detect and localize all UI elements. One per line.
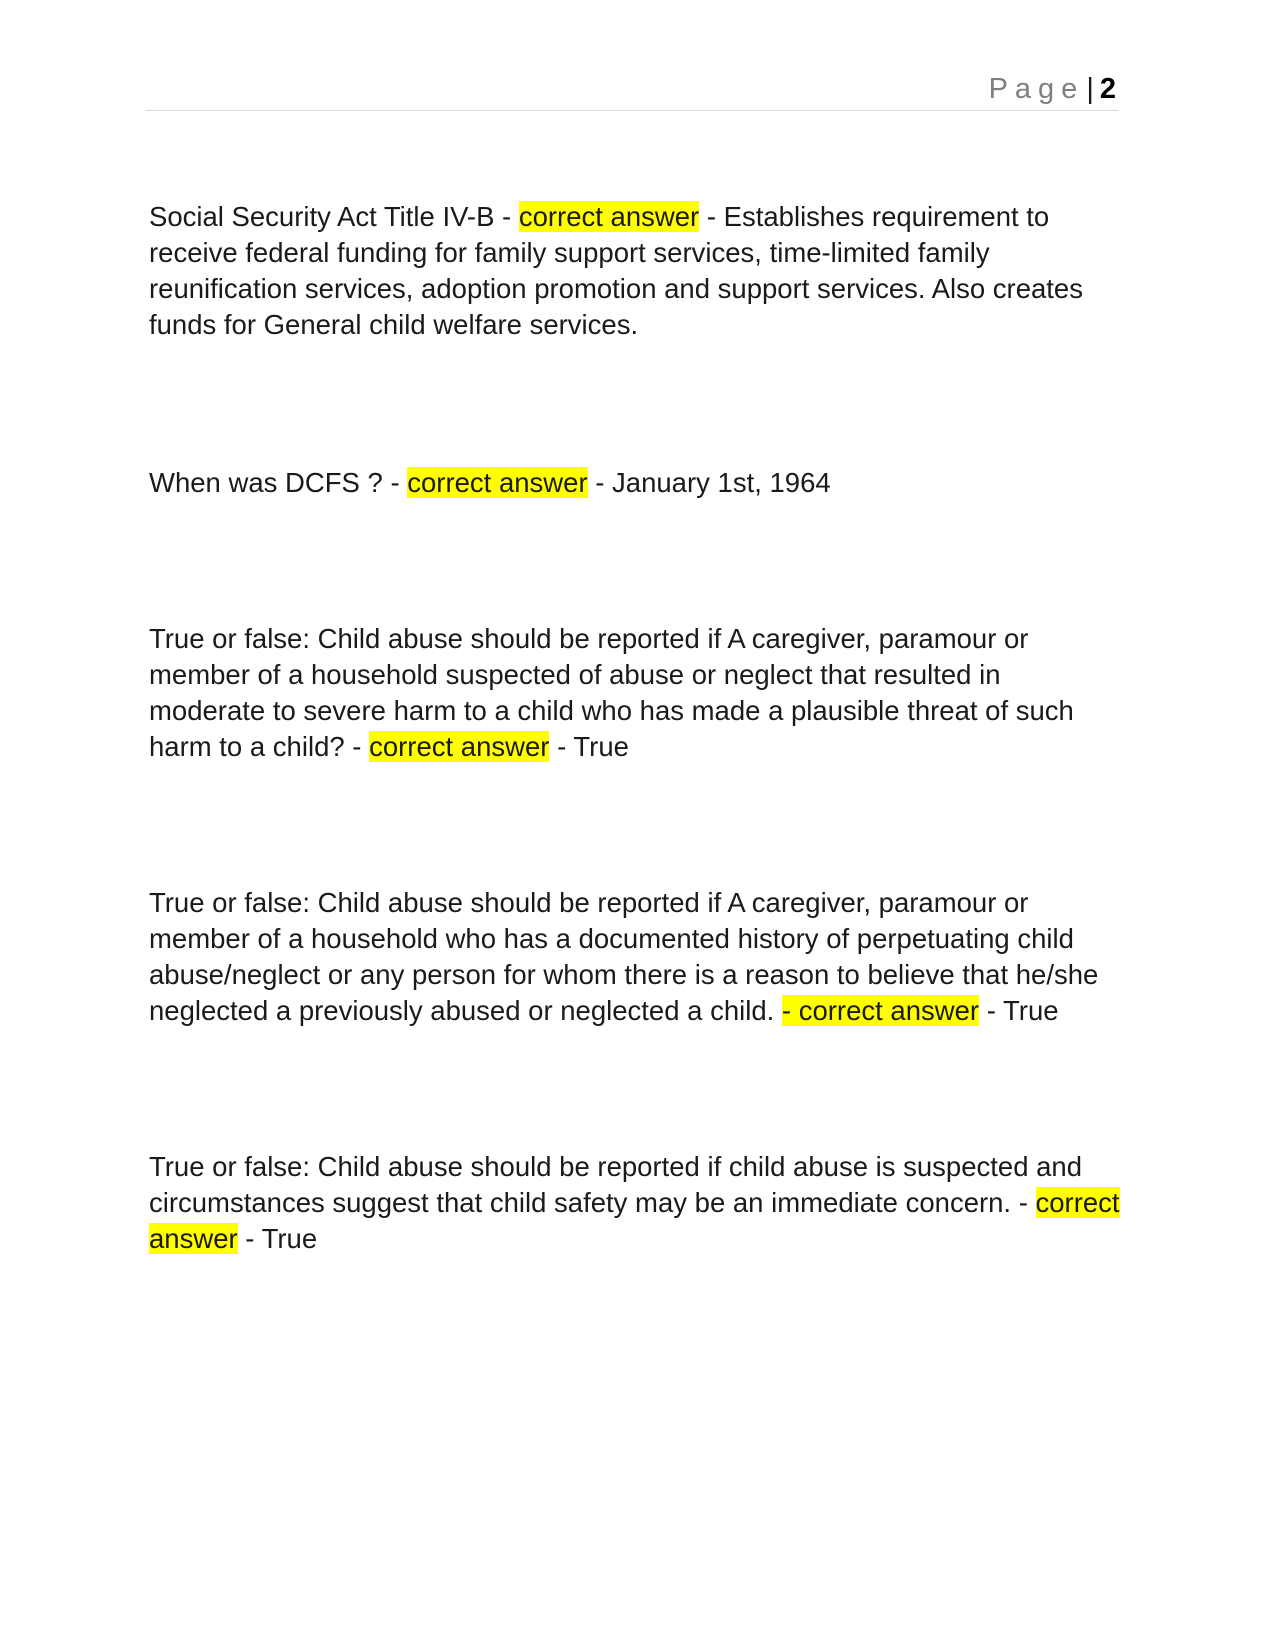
answer-text: - True	[979, 995, 1059, 1026]
question-text: Social Security Act Title IV-B -	[149, 201, 519, 232]
question-text: When was DCFS ? -	[149, 467, 408, 498]
question-text: True or false: Child abuse should be reported if A caregiver, paramour or member of a household who has a documented history of perpetuating child abuse/neglect or any person for whom there is a reason to believe that he/she neglected a previously abused or neglected a child.	[149, 887, 1099, 1026]
qa-item	[149, 199, 1124, 343]
answer-marker: - correct answer	[781, 995, 980, 1026]
question-text: True or false: Child abuse should be reported if A caregiver, paramour or member of a household suspected of abuse or neglect that resulted in moderate to severe harm to a child who has made a plausible threat of such harm to a child? -	[149, 623, 1074, 762]
answer-marker: correct answer	[369, 731, 550, 762]
page-separator: |	[1086, 73, 1094, 105]
qa-item	[149, 621, 1124, 765]
page-header	[146, 70, 1118, 111]
answer-marker: correct answer	[149, 1187, 1120, 1254]
qa-item	[149, 1149, 1124, 1257]
question-text: True or false: Child abuse should be reported if child abuse is suspected and circumstances suggest that child safety may be an immediate concern. -	[149, 1151, 1083, 1218]
answer-text: - January 1st, 1964	[587, 467, 831, 498]
answer-marker: correct answer	[518, 201, 700, 232]
answer-text: - True	[237, 1223, 318, 1254]
document-body	[149, 199, 1124, 1257]
page-word: Page	[988, 73, 1085, 105]
answer-text: - True	[549, 731, 629, 762]
qa-item	[149, 885, 1124, 1029]
answer-text: - Establishes requirement to receive federal funding for family support services, time-limited family reunification services, adoption promotion and support services. Also creates funds for General child welfare services.	[149, 201, 1083, 340]
qa-item	[149, 465, 1124, 501]
answer-marker: correct answer	[407, 467, 588, 498]
page-number-label	[989, 72, 1116, 106]
page-number: 2	[1099, 73, 1116, 105]
